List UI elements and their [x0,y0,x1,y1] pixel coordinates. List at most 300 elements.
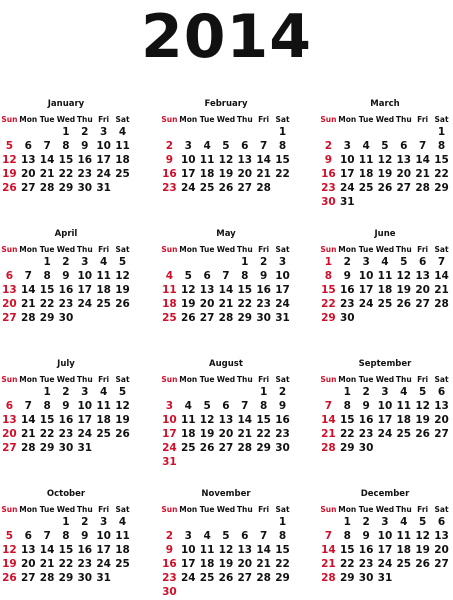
month-table [160,113,292,196]
day-cell: 9 [362,399,370,412]
day-cell: 18 [96,283,111,296]
day-cell: 3 [184,139,192,152]
day-cell: 12 [415,529,430,542]
weekday-fri: Fri [417,115,429,124]
day-cell: 7 [43,139,51,152]
month-name: September [358,359,412,369]
day-cell: 26 [415,557,430,570]
day-cell: 4 [362,139,370,152]
day-cell: 26 [180,311,196,324]
month-name: October [46,489,86,499]
day-cell [273,586,292,600]
day-cell [394,442,413,456]
day-cell: 23 [358,427,374,440]
day-cell: 18 [396,413,412,426]
weekday-mon: Mon [179,375,198,384]
day-cell: 7 [418,139,427,152]
day-cell: 12 [415,399,430,412]
day-cell: 13 [218,413,234,426]
month-table [319,243,451,326]
day-cell: 30 [339,311,355,324]
day-cell: 14 [321,543,336,556]
month-name: January [47,99,85,109]
day-cell: 6 [437,516,446,528]
day-cell: 2 [362,516,370,528]
weekday-thu: Thu [236,375,253,384]
week-row [0,140,132,154]
day-cell: 25 [199,181,215,194]
day-cell: 15 [275,543,290,556]
day-cell: 16 [256,283,271,296]
day-cell: 31 [96,571,111,584]
weekday-thu: Thu [76,505,93,514]
weekday-thu: Thu [395,245,412,254]
day-cell: 29 [39,441,55,454]
weekday-mon: Mon [19,245,38,254]
day-cell [38,126,57,140]
weekday-wed: Wed [216,505,236,514]
day-cell: 26 [218,571,234,584]
day-cell: 23 [162,571,177,584]
day-cell [0,256,19,270]
day-cell [75,312,94,326]
weekday-header-row [0,373,132,386]
day-cell: 5 [222,529,230,542]
day-cell: 10 [180,543,196,556]
month-name: March [370,99,400,109]
day-cell [357,126,376,140]
day-cell: 2 [343,256,351,268]
weekday-sun: Sun [161,115,178,124]
day-cell: 1 [278,126,287,138]
day-cell: 8 [278,529,287,542]
day-cell: 24 [339,181,355,194]
day-cell: 21 [20,427,36,440]
weekday-tue: Tue [199,245,215,254]
day-cell: 2 [81,516,89,528]
day-cell: 10 [275,269,290,282]
weekday-sun: Sun [1,505,18,514]
weekday-wed: Wed [375,245,395,254]
weekday-fri: Fri [98,115,110,124]
day-cell: 28 [218,311,234,324]
day-cell: 20 [434,413,449,426]
weekday-thu: Thu [395,115,412,124]
day-cell: 12 [115,399,130,412]
day-cell: 25 [115,167,130,180]
weekday-fri: Fri [417,375,429,384]
day-cell: 27 [396,181,412,194]
week-row [0,442,132,456]
day-cell: 26 [115,427,130,440]
weekday-sun: Sun [1,115,18,124]
day-cell [413,442,432,456]
day-cell: 21 [434,283,449,296]
weekday-wed: Wed [216,245,236,254]
day-cell: 14 [415,153,430,166]
day-cell: 6 [203,269,211,282]
weekday-sat: Sat [115,505,130,514]
week-row [0,126,132,140]
day-cell: 16 [321,167,336,180]
week-row [0,182,132,196]
day-cell: 8 [62,139,70,152]
day-cell: 25 [199,571,215,584]
day-cell: 25 [162,311,177,324]
day-cell [160,516,179,530]
weekday-sun: Sun [320,245,337,254]
week-row [160,558,292,572]
day-cell [113,182,132,196]
weekday-wed: Wed [56,115,76,124]
week-row [0,530,132,544]
day-cell: 26 [218,181,234,194]
week-row [160,140,292,154]
weekday-wed: Wed [375,375,395,384]
day-cell: 23 [275,427,290,440]
day-cell: 22 [339,557,355,570]
day-cell: 7 [43,529,51,542]
day-cell: 22 [237,297,253,310]
day-cell: 5 [418,386,427,398]
day-cell: 6 [241,139,249,152]
day-cell: 14 [39,543,55,556]
week-row [0,558,132,572]
day-cell [160,256,179,270]
day-cell [198,126,217,140]
day-cell: 2 [362,386,370,398]
day-cell: 27 [415,297,430,310]
day-cell: 30 [358,571,374,584]
day-cell: 1 [324,256,333,268]
day-cell: 26 [2,181,17,194]
weekday-header-row [0,503,132,516]
day-cell [319,126,338,140]
day-cell [413,572,432,586]
day-cell [432,442,451,456]
day-cell: 14 [39,153,55,166]
day-cell: 23 [77,167,93,180]
day-cell: 14 [20,283,36,296]
day-cell: 19 [180,297,196,310]
day-cell: 28 [434,297,449,310]
week-row [0,386,132,400]
week-row [0,428,132,442]
week-row [319,572,451,586]
day-cell: 24 [162,441,177,454]
month-june [319,227,451,326]
week-row [319,126,451,140]
day-cell: 19 [396,283,412,296]
day-cell: 5 [381,139,389,152]
day-cell: 30 [358,441,374,454]
day-cell [376,126,395,140]
day-cell: 27 [199,311,215,324]
week-row [0,154,132,168]
day-cell: 7 [24,399,32,412]
day-cell: 31 [275,311,290,324]
day-cell: 26 [377,181,393,194]
day-cell: 9 [62,399,70,412]
day-cell: 17 [77,413,93,426]
day-cell: 20 [237,167,253,180]
day-cell: 13 [396,153,412,166]
day-cell: 10 [180,153,196,166]
day-cell: 25 [115,557,130,570]
day-cell: 15 [339,413,355,426]
day-cell [217,516,236,530]
month-table [160,503,292,599]
day-cell: 11 [377,269,393,282]
weekday-tue: Tue [358,245,374,254]
day-cell: 4 [165,269,174,282]
day-cell: 20 [2,297,17,310]
day-cell: 1 [278,516,287,528]
month-name: June [374,229,396,239]
weekday-mon: Mon [19,505,38,514]
day-cell: 22 [39,427,55,440]
weekday-sat: Sat [115,115,130,124]
day-cell: 13 [434,529,449,542]
weekday-tue: Tue [39,115,55,124]
day-cell: 28 [321,441,336,454]
day-cell: 2 [278,386,287,398]
day-cell [217,456,236,470]
day-cell: 8 [62,529,70,542]
day-cell: 16 [358,413,374,426]
day-cell: 25 [377,297,393,310]
weekday-tue: Tue [39,505,55,514]
weekday-tue: Tue [358,375,374,384]
week-row [319,386,451,400]
day-cell: 12 [218,543,234,556]
day-cell [394,312,413,326]
day-cell: 1 [62,516,70,528]
day-cell: 13 [199,283,215,296]
day-cell [19,386,38,400]
month-name: August [209,359,243,369]
day-cell: 12 [396,269,412,282]
day-cell: 29 [256,441,271,454]
day-cell: 29 [339,441,355,454]
day-cell: 5 [5,529,14,542]
day-cell: 7 [324,399,333,412]
day-cell [254,516,273,530]
month-table [0,113,132,196]
month-march [319,97,451,209]
day-cell: 22 [339,427,355,440]
weekday-thu: Thu [76,245,93,254]
day-cell [319,516,338,530]
day-cell: 29 [58,181,74,194]
week-row [319,414,451,428]
day-cell [113,572,132,586]
day-cell: 24 [96,557,111,570]
day-cell: 17 [275,283,290,296]
day-cell: 18 [396,543,412,556]
week-row [0,312,132,326]
day-cell: 5 [118,256,127,268]
day-cell [19,256,38,270]
day-cell: 29 [275,571,290,584]
week-row [160,442,292,456]
day-cell [413,312,432,326]
month-table [160,373,292,469]
day-cell: 28 [39,571,55,584]
day-cell [235,386,254,400]
day-cell: 10 [162,413,177,426]
day-cell: 2 [165,139,174,152]
day-cell: 8 [43,399,51,412]
weekday-thu: Thu [236,245,253,254]
day-cell: 19 [218,557,234,570]
day-cell: 4 [203,529,211,542]
day-cell: 26 [199,441,215,454]
month-name: May [216,229,236,239]
day-cell: 6 [222,399,230,412]
weekday-header-row [0,113,132,126]
day-cell: 18 [358,167,374,180]
day-cell: 23 [256,297,271,310]
weekday-header-row [319,503,451,516]
day-cell: 10 [377,399,393,412]
day-cell: 2 [259,256,268,268]
day-cell: 21 [218,297,234,310]
day-cell: 10 [77,399,93,412]
day-cell: 24 [377,557,393,570]
day-cell: 25 [180,441,196,454]
day-cell: 27 [218,441,234,454]
month-name: December [360,489,410,499]
day-cell: 30 [58,441,74,454]
day-cell: 6 [5,399,14,412]
weekday-mon: Mon [179,505,198,514]
day-cell [235,586,254,600]
weekday-sat: Sat [115,375,130,384]
day-cell: 17 [377,413,393,426]
week-row [160,284,292,298]
weekday-sat: Sat [115,245,130,254]
week-row [160,428,292,442]
weekday-wed: Wed [216,375,236,384]
weekday-sat: Sat [434,505,449,514]
day-cell [0,516,19,530]
month-october [0,487,132,586]
day-cell: 16 [58,413,74,426]
day-cell: 22 [275,557,290,570]
day-cell: 4 [118,516,127,528]
day-cell [179,386,198,400]
day-cell: 27 [237,181,253,194]
day-cell: 1 [241,256,249,268]
day-cell: 22 [275,167,290,180]
day-cell: 6 [437,386,446,398]
week-row [0,400,132,414]
day-cell [38,516,57,530]
day-cell: 12 [115,269,130,282]
day-cell [0,126,19,140]
day-cell [198,586,217,600]
week-row [160,154,292,168]
day-cell: 16 [358,543,374,556]
month-september [319,357,451,456]
day-cell: 25 [396,557,412,570]
day-cell: 24 [377,427,393,440]
day-cell: 27 [20,181,36,194]
day-cell: 19 [199,427,215,440]
day-cell [179,456,198,470]
day-cell: 25 [96,427,111,440]
day-cell: 14 [20,413,36,426]
day-cell: 2 [62,386,70,398]
day-cell: 17 [96,543,111,556]
weekday-sat: Sat [275,245,290,254]
day-cell: 1 [43,386,51,398]
day-cell: 9 [62,269,70,282]
day-cell: 7 [259,139,268,152]
weekday-sat: Sat [275,115,290,124]
day-cell: 17 [358,283,374,296]
day-cell: 29 [434,181,449,194]
week-row [0,298,132,312]
day-cell: 19 [115,283,130,296]
week-row [160,414,292,428]
day-cell: 23 [339,297,355,310]
weekday-mon: Mon [338,375,357,384]
day-cell: 20 [218,427,234,440]
day-cell: 17 [180,557,196,570]
day-cell [179,586,198,600]
day-cell: 12 [2,153,17,166]
day-cell: 22 [321,297,336,310]
day-cell: 16 [275,413,290,426]
weekday-thu: Thu [395,375,412,384]
day-cell: 15 [321,283,336,296]
day-cell: 15 [434,153,449,166]
day-cell: 16 [77,543,93,556]
day-cell [413,126,432,140]
day-cell [338,126,357,140]
weekday-fri: Fri [258,245,270,254]
day-cell [19,126,38,140]
day-cell: 14 [321,413,336,426]
day-cell: 5 [203,399,211,412]
day-cell [273,182,292,196]
day-cell: 4 [400,386,408,398]
day-cell: 30 [275,441,290,454]
day-cell [217,256,236,270]
day-cell: 24 [180,181,196,194]
weekday-fri: Fri [258,115,270,124]
day-cell: 8 [343,399,351,412]
day-cell: 6 [418,256,427,268]
day-cell: 12 [377,153,393,166]
day-cell: 24 [77,297,93,310]
weekday-fri: Fri [417,245,429,254]
day-cell: 10 [96,139,111,152]
day-cell: 13 [2,413,17,426]
day-cell: 14 [256,543,271,556]
day-cell: 8 [43,269,51,282]
month-january [0,97,132,196]
week-row [319,442,451,456]
weekday-header-row [319,243,451,256]
day-cell: 4 [203,139,211,152]
day-cell: 8 [324,269,333,282]
day-cell: 25 [96,297,111,310]
weekday-fri: Fri [417,505,429,514]
week-row [319,558,451,572]
